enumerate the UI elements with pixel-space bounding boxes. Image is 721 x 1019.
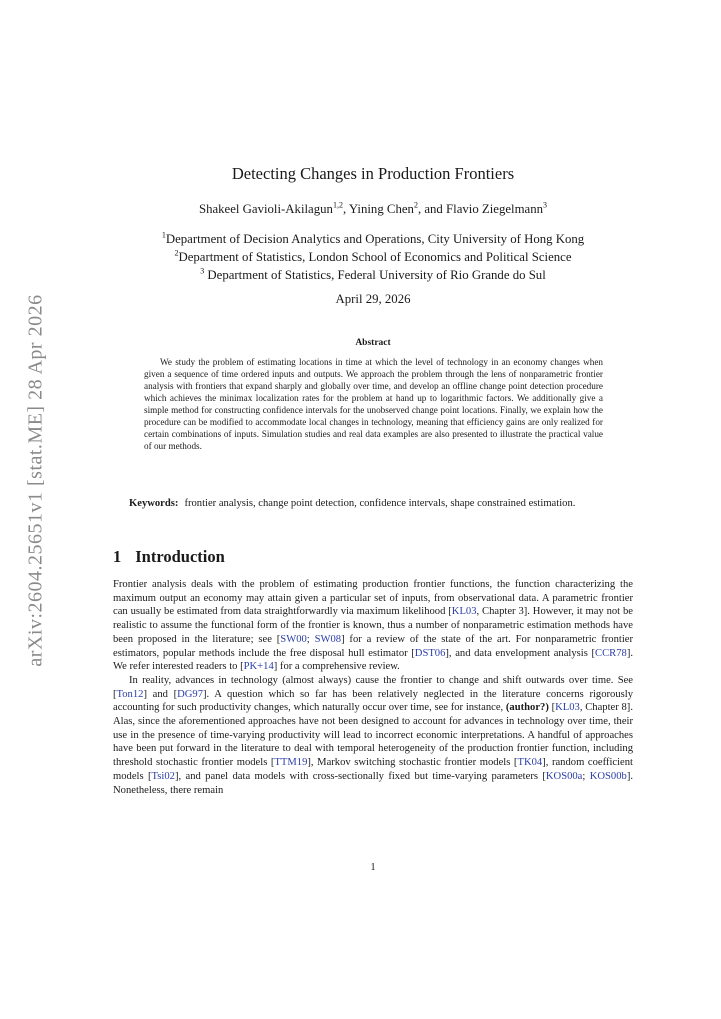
- text-run: ], and panel data models with cross-sectionally fixed but time-varying parameters [: [174, 770, 546, 782]
- author-name: Flavio Ziegelmann: [446, 202, 544, 216]
- arxiv-identifier-text: arXiv:2604.25651v1 [stat.ME] 28 Apr 2026: [24, 293, 47, 667]
- section-title: Introduction: [135, 547, 225, 566]
- citation-link[interactable]: TK04: [517, 757, 543, 769]
- section-number: 1: [113, 547, 122, 566]
- citation-link[interactable]: PK+14: [243, 661, 274, 673]
- affiliation-line: [113, 266, 633, 284]
- citation-link[interactable]: TTM19: [274, 757, 308, 769]
- abstract-text: We study the problem of estimating locations in time at which the level of technology in an economy changes when given a sequence of time ordered inputs and outputs. We approach the problem through the lens of nonparametric frontier analysis with frontiers that expand sharply and globally over time, and develop an offline change point detection procedure which achieves the minimax localization rates for the problem at hand up to logarithmic factors. We additionally give a simple method for constructing confidence intervals for the unobserved change point locations. Finally, we explain how the procedure can be modified to accommodate local changes in technology, meaning that efficiency gains are only realized for certain combinations of inputs. Simulation studies and real data examples are also presented to illustrate the practical value of our methods.: [144, 357, 603, 451]
- author-separator: ,: [342, 202, 349, 216]
- paragraph: [113, 578, 633, 674]
- text-run: ;: [582, 770, 590, 782]
- publication-date: April 29, 2026: [335, 292, 411, 306]
- citation-link[interactable]: DST06: [414, 647, 446, 659]
- text-run: ]. Nonetheless, there remain: [113, 770, 634, 796]
- affiliation-text: Department of Decision Analytics and Operations, City University of Hong Kong: [165, 232, 585, 246]
- author-name: Yining Chen: [348, 202, 414, 216]
- keywords-text: frontier analysis, change point detection, confidence intervals, shape constrained estimation.: [184, 498, 576, 509]
- paper-title: Detecting Changes in Production Frontiers: [231, 164, 515, 183]
- citation-link[interactable]: CCR78: [595, 647, 627, 659]
- text-run: ]. A question which so far has been relatively neglected in the literature concerns rigorously accounting for such productivity changes, which naturally occur over time, see for instance,: [113, 688, 633, 714]
- text-run: [: [548, 702, 556, 714]
- author-affiliation-marker: 1,2: [332, 200, 343, 210]
- citation-link[interactable]: SW08: [314, 633, 342, 645]
- affiliation-line: [113, 248, 633, 266]
- citation-link[interactable]: KOS00a: [545, 770, 583, 782]
- citation-link[interactable]: DG97: [177, 688, 204, 700]
- author-affiliation-marker: 2: [413, 200, 418, 210]
- affiliation-marker: 1: [161, 230, 166, 240]
- citation-link[interactable]: KL03: [555, 702, 580, 714]
- author-separator: , and: [417, 202, 447, 216]
- keywords-paragraph: [113, 497, 633, 511]
- affiliation-list: [113, 230, 633, 284]
- abstract-heading: Abstract: [355, 338, 391, 348]
- text-run: , Chapter 3]. However, it may not be realistic to assume the functional form of the frontier is known, thus a number of nonparametric estimation methods have been proposed in the literature; see [: [113, 606, 633, 645]
- affiliation-line: [113, 230, 633, 248]
- arxiv-identifier-stamp: [20, 290, 52, 670]
- citation-link[interactable]: KOS00b: [589, 770, 627, 782]
- author-placeholder: (author?): [505, 702, 549, 714]
- citation-link[interactable]: Tsi02: [151, 770, 175, 782]
- text-run: ] for a review of the state of the art. For nonparametric frontier estimators, popular methods include the free disposal hull estimator [: [113, 633, 633, 659]
- keywords-label: Keywords:: [129, 498, 179, 509]
- affiliation-text: Department of Statistics, Federal University of Rio Grande do Sul: [204, 268, 546, 282]
- citation-link[interactable]: KL03: [451, 606, 477, 618]
- affiliation-marker: 3: [200, 266, 205, 276]
- affiliation-text: Department of Statistics, London School of Economics and Political Science: [178, 250, 572, 264]
- affiliation-marker: 2: [174, 248, 179, 258]
- paragraph: [113, 674, 633, 797]
- text-run: ] and [: [143, 688, 178, 700]
- author-list: [113, 202, 633, 217]
- text-run: ] for a comprehensive review.: [273, 661, 400, 673]
- text-run: ], and data envelopment analysis [: [445, 647, 596, 659]
- text-run: , Chapter 8]. Alas, since the aforementioned approaches have not been designed to account for advances in technology over time, their use in the presence of time-varying productivity will lead to incorrect economic interpretations. A handful of approaches have been put forward in the literature to deal with temporal heterogeneity of the production frontier function, including threshold stochastic frontier models [: [113, 702, 633, 769]
- text-run: ], Markov switching stochastic frontier models [: [307, 757, 518, 769]
- text-run: ;: [306, 633, 315, 645]
- text-run: Frontier analysis deals with the problem of estimating production frontier functions, the function characterizing the maximum output an economy may attain given a particular set of inputs, from observational data. A parametric frontier can usually be estimated from data straightforwardly via maximum likelihood [: [113, 579, 633, 618]
- text-run: In reality, advances in technology (almost always) cause the frontier to change and shift outwards over time. See [: [113, 674, 633, 700]
- introduction-body: [113, 578, 633, 797]
- author-affiliation-marker: 3: [543, 200, 548, 210]
- author-name: Shakeel Gavioli-Akilagun: [198, 202, 333, 216]
- section-heading: [113, 547, 225, 567]
- text-run: ]. We refer interested readers to [: [113, 647, 633, 673]
- page-number: 1: [370, 862, 376, 873]
- citation-link[interactable]: Ton12: [116, 688, 144, 700]
- citation-link[interactable]: SW00: [280, 633, 307, 645]
- text-run: ], random coefficient models [: [113, 757, 633, 782]
